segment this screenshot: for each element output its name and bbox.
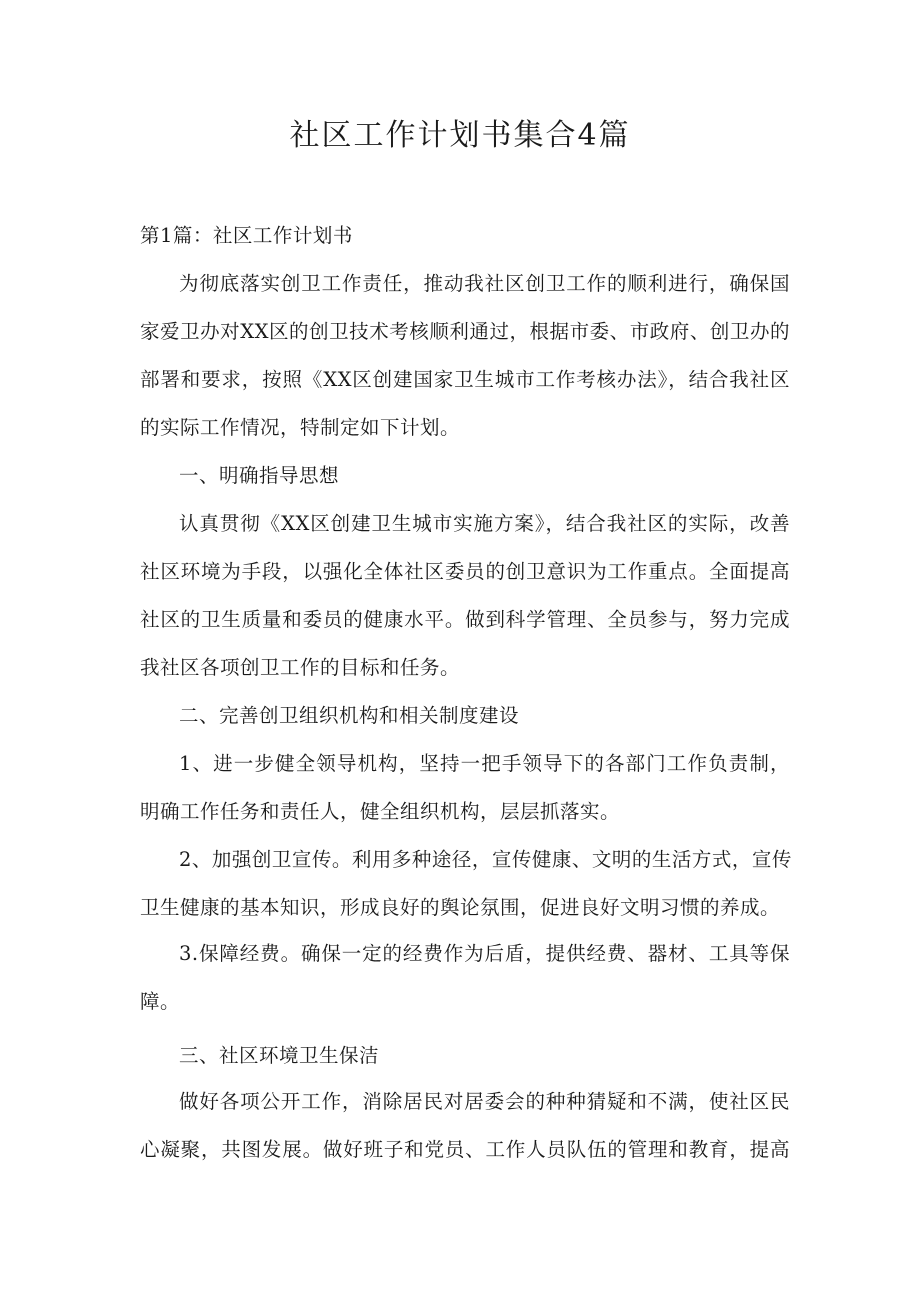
item-line: 卫生健康的基本知识，形成良好的舆论氛围，促进良好文明习惯的养成。 (140, 896, 781, 919)
paragraph-line: 心凝聚，共图发展。做好班子和党员、工作人员队伍的管理和教育，提高 (140, 1138, 790, 1161)
heading-organization: 二、完善创卫组织机构和相关制度建设 (179, 704, 520, 727)
paragraph-line: 认真贯彻《XX区创建卫生城市实施方案》，结合我社区的实际，改善 (179, 512, 790, 535)
paragraph-line: 我社区各项创卫工作的目标和任务。 (140, 656, 461, 679)
item-line: 障。 (140, 990, 181, 1013)
item-publicity (140, 836, 790, 932)
intro-line: 的实际工作情况，特制定如下计划。 (140, 416, 461, 439)
guiding-ideology-paragraph (140, 500, 790, 692)
item-funding (140, 930, 790, 1026)
paragraph-line: 做好各项公开工作，消除居民对居委会的种种猜疑和不满，使社区民 (179, 1090, 790, 1113)
item-line: 明确工作任务和责任人，健全组织机构，层层抓落实。 (140, 800, 621, 823)
item-line: 2、加强创卫宣传。利用多种途径，宣传健康、文明的生活方式，宣传 (179, 848, 792, 871)
item-leadership (140, 740, 790, 836)
document-title: 社区工作计划书集合4篇 (289, 118, 631, 153)
intro-paragraph (140, 260, 790, 452)
paragraph-line: 社区环境为手段，以强化全体社区委员的创卫意识为工作重点。全面提高 (140, 560, 790, 583)
heading-sanitation: 三、社区环境卫生保洁 (179, 1044, 380, 1067)
intro-line: 为彻底落实创卫工作责任，推动我社区创卫工作的顺利进行，确保国 (179, 272, 790, 295)
item-line: 3.保障经费。确保一定的经费作为后盾，提供经费、器材、工具等保 (179, 942, 790, 965)
paragraph-line: 社区的卫生质量和委员的健康水平。做到科学管理、全员参与，努力完成 (140, 608, 790, 631)
item-line: 1、进一步健全领导机构，坚持一把手领导下的各部门工作负责制， (179, 752, 790, 775)
heading-guiding-ideology: 一、明确指导思想 (179, 464, 340, 487)
section-label: 第1篇：社区工作计划书 (140, 224, 353, 247)
sanitation-paragraph (140, 1078, 790, 1174)
intro-line: 家爱卫办对XX区的创卫技术考核顺利通过，根据市委、市政府、创卫办的 (140, 320, 790, 343)
intro-line: 部署和要求，按照《XX区创建国家卫生城市工作考核办法》，结合我社区 (140, 368, 790, 391)
